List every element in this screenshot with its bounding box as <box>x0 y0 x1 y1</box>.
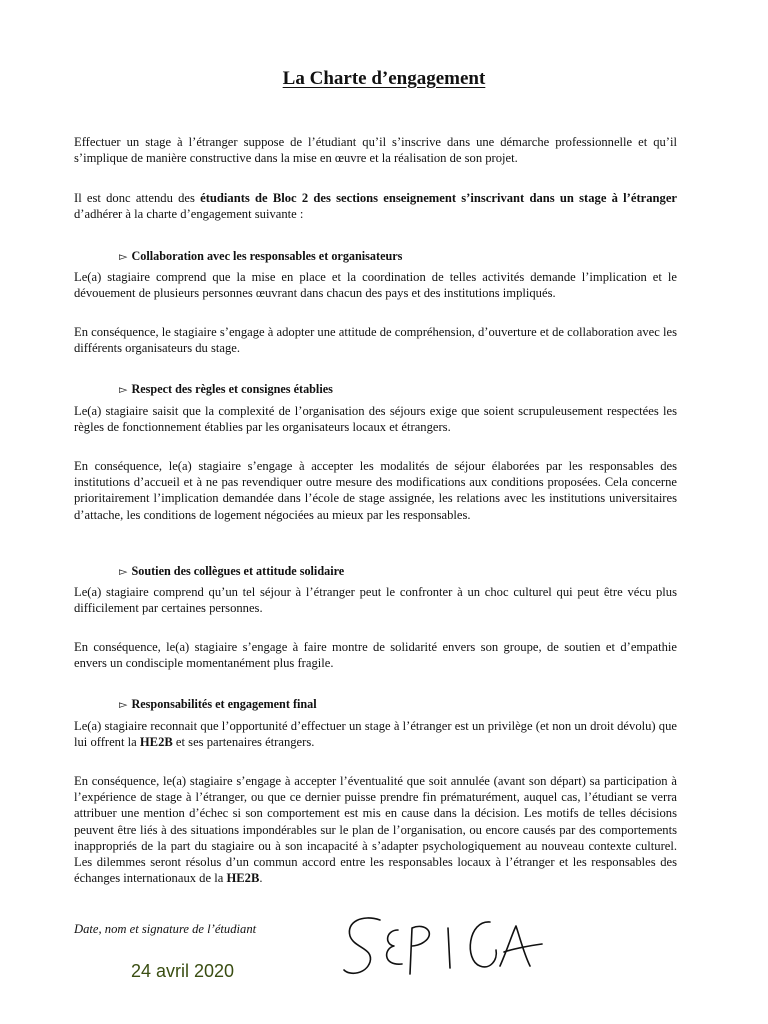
section-paragraph: Le(a) stagiaire comprend qu’un tel séjour à l’étranger peut le confronter à un choc culturel qui peut être vécu plus difficilement par certaines personnes. <box>74 585 677 616</box>
intro-text-before: Il est donc attendu des <box>74 191 201 205</box>
section-paragraph: En conséquence, le(a) stagiaire s’engage à faire montre de solidarité envers son groupe, de soutien et d’empathie envers un condisciple momentanément plus fragile. <box>74 640 677 671</box>
text-run: . <box>259 871 263 886</box>
section-paragraph: En conséquence, le(a) stagiaire s’engage à accepter les modalités de séjour élaborées par les responsables des institutions d’accueil et à ne pas revendiquer outre mesure des modifications aux conditions proposées. Cela concerne prioritairement l’implication demandée dans l’école de stage assignée, les relations avec les institutions universitaires d’attache, les conditions de logement négociées au mieux par les responsables. <box>74 459 677 522</box>
intro-paragraph: Effectuer un stage à l’étranger suppose de l’étudiant qu’il s’inscrive dans une démarche professionnelle et qu’il s’implique de manière constructive dans la mise en œuvre et la réalisation de son projet. <box>74 135 677 166</box>
section-heading <box>119 563 344 580</box>
signature-label: Date, nom et signature de l’étudiant <box>74 922 257 936</box>
triangle-right-outline-icon: ▻ <box>119 251 128 263</box>
section-paragraph: Le(a) stagiaire comprend que la mise en place et la coordination de telles activités demande l’implication et le dévouement de plusieurs personnes œuvrant dans chacun des pays et des institutions impliqués. <box>74 270 677 301</box>
institution-name: HE2B <box>139 735 173 750</box>
text-run: Le(a) stagiaire reconnait que l’opportunité d’effectuer un stage à l’étranger est un privilège (et non un droit dévolu) que lui offrent la <box>74 719 677 750</box>
triangle-right-outline-icon: ▻ <box>119 566 128 578</box>
section-paragraph <box>74 718 677 750</box>
section-paragraph: Le(a) stagiaire saisit que la complexité de l’organisation des séjours exige que soient scrupuleusement respectées les règles de fonctionnement établies par les organisateurs locaux et étrangers. <box>74 404 677 435</box>
date-value: 24 avril 2020 <box>131 961 235 981</box>
section-heading-text: Respect des règles et consignes établies <box>131 382 333 396</box>
text-run: En conséquence, le(a) stagiaire s’engage à accepter l’éventualité que soit annulée (avant son départ) sa participation à l’expérience de stage à l’étranger, ou que ce dernier puisse prendre fin prématurément, auquel cas, l’étudiant se verra attribuer une mention d’échec si son comportement est mis en cause dans la décision. Les motifs de telles décisions peuvent être liés à des situations impondérables sur le plan de l’organisation, ou encore causés par des comportements inappropriés de la part du stagiaire ou à son incapacité à s’adapter psychologiquement au nouveau contexte culturel. Les dilemmes seront résolus d’un commun accord entre les responsables locaux à l’étranger et les responsables des échanges internationaux de la <box>74 774 677 886</box>
section-paragraph <box>74 773 677 886</box>
section-heading <box>119 248 402 265</box>
document-title: La Charte d’engagement <box>282 68 486 89</box>
section-paragraph: En conséquence, le stagiaire s’engage à adopter une attitude de compréhension, d’ouverture et de collaboration avec les différents organisateurs du stage. <box>74 325 677 356</box>
section-heading-text: Soutien des collègues et attitude solidaire <box>131 564 345 578</box>
intro-text-bold: étudiants de Bloc 2 des sections enseignement s’inscrivant dans un stage à l’étranger <box>200 191 678 205</box>
text-run: et ses partenaires étrangers. <box>172 735 315 750</box>
intro-text-after: d’adhérer à la charte d’engagement suivante : <box>74 207 304 222</box>
triangle-right-outline-icon: ▻ <box>119 699 128 711</box>
intro-statement <box>74 190 677 222</box>
section-heading <box>119 381 333 398</box>
section-heading-text: Collaboration avec les responsables et organisateurs <box>131 249 403 263</box>
section-heading-text: Responsabilités et engagement final <box>131 697 317 711</box>
handwritten-signature <box>340 908 550 986</box>
section-heading <box>119 696 317 713</box>
institution-name: HE2B <box>226 871 260 886</box>
triangle-right-outline-icon: ▻ <box>119 384 128 396</box>
